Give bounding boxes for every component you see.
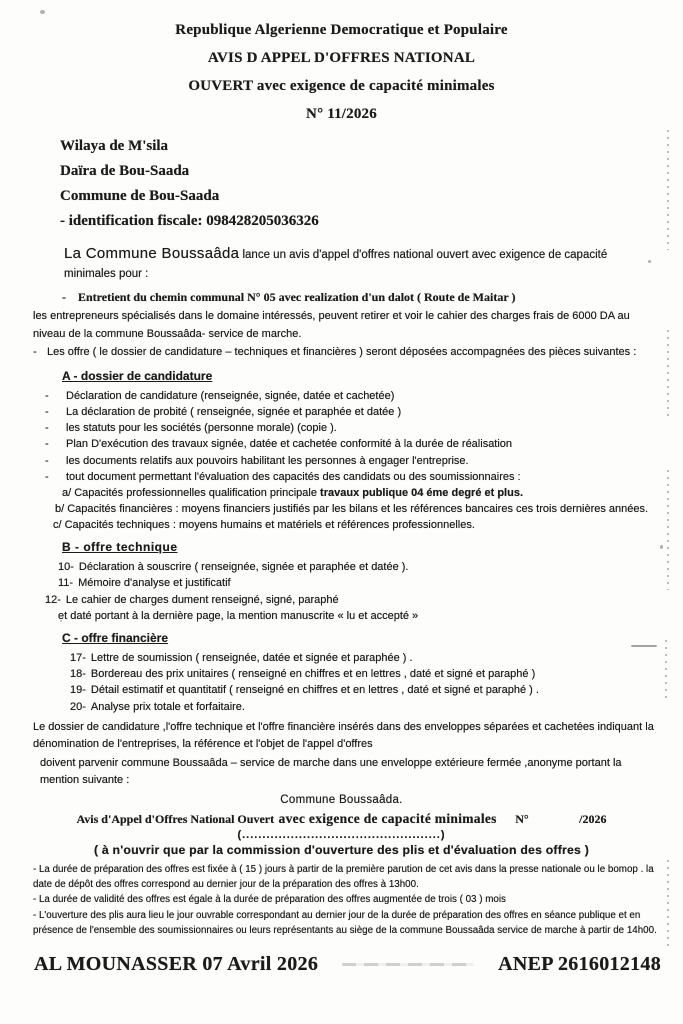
list-item [45,453,659,469]
mention-avis-number-label: N° [515,811,529,826]
item-text: Analyse prix totale et forfaitaire. [90,700,245,713]
numbered-item [45,592,659,608]
header-republic-line: Republique Algerienne Democratique et Populaire [175,22,508,38]
item-number: 17- [70,651,86,664]
scan-edge-artifact [667,330,669,420]
footer-anep-reference: ANEP 2616012148 [498,952,661,975]
list-item [45,436,659,452]
footnote-validity-duration: - La durée de validité des offres est égale à la durée de préparation des offres augmentée de trois ( 03 ) mois [33,894,506,906]
capacity-professional-bold: travaux publique 04 éme degré et plus. [320,487,523,500]
dash-marker: - [45,422,49,435]
item-number: 12- [45,593,61,606]
item-text: Bordereau des prix unitaires ( renseigné en chiffres et en lettres , daté et signé et paraphé ) [90,668,536,681]
scan-edge-artifact [667,470,669,590]
tender-object-line [62,289,659,305]
capacity-financial-item: b/ Capacités financières : moyens financiers justifiés par les bilans et les références bancaires ces trois dernières années. [55,503,649,516]
section-c-heading: C - offre financière [62,630,169,645]
intro-paragraph [64,244,655,284]
dash-marker: - [45,454,49,467]
capacity-technical-item: c/ Capacités techniques : moyens humains et matériels et références professionnelles. [53,519,475,532]
issuer-fiscal-id: - identification fiscale: 098428205036326 [60,213,319,229]
numbered-item [70,682,659,698]
item-text: Le cahier de charges dument renseigné, signé, paraphé [65,593,339,606]
numbered-item [58,559,659,575]
item-text: Lettre de soumission ( renseignée, datée et signée et paraphée ) . [90,651,413,664]
scan-dash-artifact [631,645,657,647]
tender-object-text: Entretient du chemin communal N° 05 avec realization d'un dalot ( Route de Maitar ) [78,290,516,304]
numbered-item [58,575,659,591]
dash-marker: - [62,290,66,304]
numbered-item [70,699,659,715]
capacity-professional-text: a/ Capacités professionnelles qualification principale [62,487,321,500]
item-number: 18- [70,668,86,681]
dash-marker: - [45,389,49,402]
footnote-preparation-duration: - La durée de préparation des offres est fixée à ( 15 ) jours à partir de la première parution de cet avis dans la presse nationale ou le bomop . la date de dépôt des offres correspond au dernier jour de la préparation des offres à 13h00. [33,863,654,890]
list-item [45,469,659,485]
numbered-item [70,666,659,682]
item-number: 19- [70,684,86,697]
candidature-items-list [0,388,659,486]
item-text: Détail estimatif et quantitatif ( renseigné en chiffres et en lettres , daté et signé et paraphé ) . [90,684,539,697]
offers-note-text: Les offre ( le dossier de candidature – techniques et financières ) seront déposées accompagnées des pièces suivantes : [47,346,637,358]
envelope-instructions-1: Le dossier de candidature ,l'offre technique et l'offre financière insérés dans des enveloppes séparées et cachetées indiquant la dénomination de l'entreprises, la référence et l'objet de l'appel d'offres [33,720,654,751]
envelope-instructions-2: doivent parvenir commune Boussaâda – service de marche dans une enveloppe extérieure fermée ,anonyme portant la mention suivante : [40,756,622,787]
list-item [45,420,659,436]
mention-avis-emphasis: avec exigence de capacité minimales [278,810,497,826]
list-item-text: Plan D'exécution des travaux signée, datée et cachetée conformité à la durée de réalisation [66,438,513,451]
mention-avis-line [0,809,683,829]
header-avis-title: AVIS D APPEL D'OFFRES NATIONAL [207,50,476,66]
section-b-heading: B - offre technique [62,540,178,555]
issuer-block [60,134,683,234]
list-item [45,404,659,420]
issuer-commune: Commune de Bou-Saada [60,188,220,204]
dash-marker: - [45,470,49,483]
list-item-text: La déclaration de probité ( renseignée, signée et paraphée et datée ) [66,405,402,418]
offers-note-line [33,344,659,362]
list-item-text: les documents relatifs aux pouvoirs habilitant les personnes à engager l'entreprise. [66,454,469,467]
scan-edge-artifact [665,640,667,700]
capacity-professional-item [62,485,659,501]
scan-speck-artifact [648,260,651,263]
dash-marker: - [45,405,49,418]
list-item-text: les statuts pour les sociétés (personne morale) (copie ). [66,422,337,435]
intro-lead: La Commune Boussaâda [64,245,240,262]
retrait-paragraph: les entrepreneurs spécialisés dans le domaine intéressés, peuvent retirer et voir le cahier des charges frais de 6000 DA au niveau de la commune Boussaâda- service de marche. [33,310,630,340]
scan-edge-artifact [667,860,669,950]
item-number: 11- [58,577,74,590]
mention-avis-prefix: Avis d'Appel d'Offres National Ouvert [76,811,275,826]
item-text: Déclaration à souscrire ( renseignée, signée et paraphée et datée ). [78,561,409,574]
numbered-item [70,650,659,666]
issuer-wilaya: Wilaya de M'sila [60,138,169,154]
item-12-continuation: et daté portant à la dernière page, la mention manuscrite « lu et accepté » [58,609,419,622]
list-item-text: Déclaration de candidature (renseignée, signée, datée et cachetée) [66,389,395,402]
header-notice-number: N° 11/2026 [306,106,377,122]
issuer-daira: Daïra de Bou-Saada [60,163,190,179]
scan-speck-artifact [60,620,62,622]
list-item-text: tout document permettant l'évaluation des capacités des candidats ou des soumissionnaires : [66,470,521,483]
scan-speck-artifact [40,10,45,14]
header-ouvert-subtitle: OUVERT avec exigence de capacité minimales [188,78,495,94]
item-number: 20- [70,700,86,713]
scan-speck-artifact [660,545,663,549]
scan-smudge-artifact [342,963,474,966]
dash-marker: - [33,346,37,358]
section-a-heading: A - dossier de candidature [62,368,213,383]
mention-dotted-line: (.................................................) [237,828,446,841]
mention-open-warning: ( à n'ouvrir que par la commission d'ouverture des plis et d'évaluation des offres ) [93,842,589,857]
document-footer [34,953,661,976]
footer-publication-date: AL MOUNASSER 07 Avril 2026 [34,952,319,975]
document-header [0,16,683,128]
item-text: Mémoire d'analyse et justificatif [78,577,231,590]
footnote-opening-session: - L'ouverture des plis aura lieu le jour ouvrable correspondant au dernier jour de la durée de préparation des offres en séance publique et en présence de l'ensemble des soumissionnaires ou leurs représentants au siège de la commune Boussaâda service de marche à partir de 14h00. [33,910,657,936]
mention-avis-year: /2026 [579,811,607,826]
dash-marker: - [45,438,49,451]
item-number: 10- [58,561,74,574]
intro-rest: lance un avis d'appel d'offres national ouvert avec exigence de capacité minimales pour : [64,249,608,280]
mention-commune: Commune Boussaâda. [280,793,403,806]
scan-edge-artifact [667,130,669,250]
list-item [45,388,659,404]
